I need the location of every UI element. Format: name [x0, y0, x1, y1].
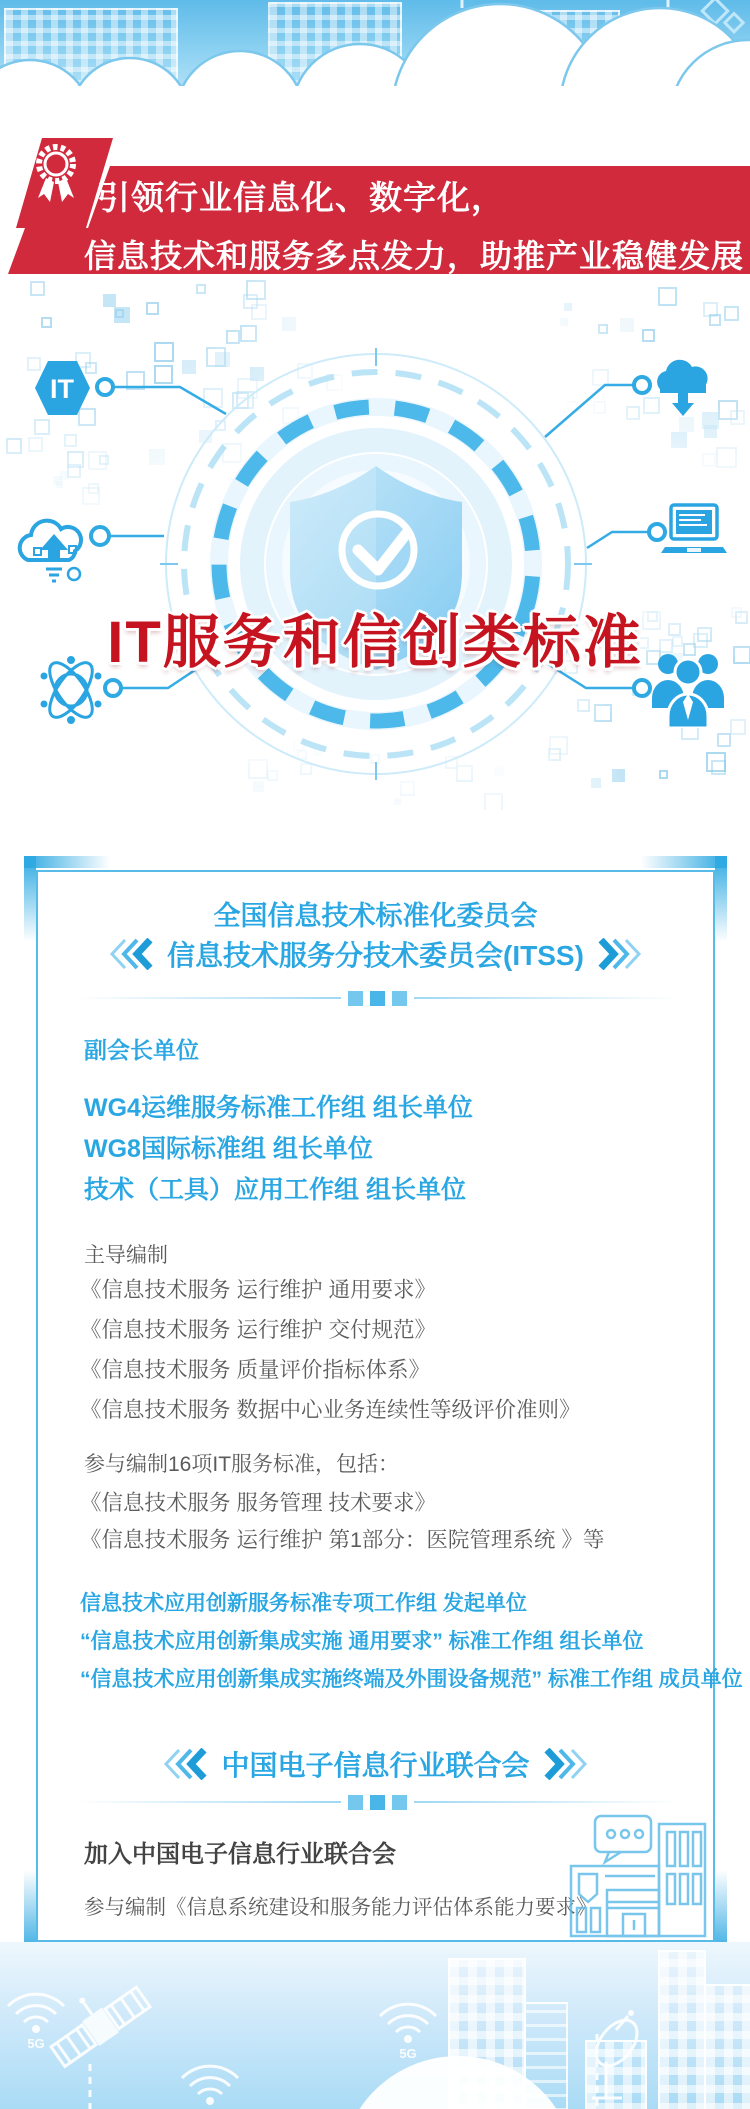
- double-chevron-left-icon: [109, 938, 153, 970]
- double-chevron-right-icon: [544, 1748, 588, 1780]
- clouds-art: [0, 0, 750, 96]
- buildings-icon: [571, 1824, 705, 1936]
- itai-role: “信息技术应用创新集成实施 通用要求” 标准工作组 组长单位: [80, 1630, 644, 1653]
- wifi-5g-icon: [380, 2004, 436, 2061]
- standard-title: 《信息技术服务 运行维护 交付规范》: [80, 1318, 436, 1342]
- banner-headline-1: 引领行业信息化、数字化，: [97, 179, 505, 216]
- chat-bubble-icon: [595, 1816, 651, 1862]
- standard-title: 《信息技术服务 数据中心业务连续性等级评价准则》: [80, 1398, 581, 1422]
- satellite-icon: [38, 1968, 152, 2069]
- vice-chair-role: 副会长单位: [84, 1037, 199, 1063]
- wifi-icon: [182, 2066, 238, 2105]
- workgroup-role: 技术（工具）应用工作组 组长单位: [84, 1176, 466, 1204]
- lead-edit-standards: [80, 1270, 580, 1430]
- workgroup-roles: [84, 1088, 473, 1211]
- double-chevron-right-icon: [598, 938, 642, 970]
- participate-label: 参与编制16项IT服务标准，包括：: [84, 1453, 400, 1476]
- satellite-dish-icon: [588, 2010, 645, 2098]
- corner-decoration: [567, 1810, 707, 1938]
- diamond-icon: [725, 14, 743, 32]
- it-hexagon-icon: [33, 360, 91, 416]
- footer-city-art: [0, 1942, 750, 2109]
- svg-text:IT: IT: [50, 374, 74, 404]
- cloud-upload-icon: [12, 508, 96, 588]
- standard-title: 《信息技术服务 运行维护 通用要求》: [80, 1278, 436, 1302]
- participate-standards: [80, 1485, 604, 1559]
- footer-icons: [0, 1942, 750, 2109]
- cloud-icon: [0, 4, 750, 96]
- itss-org-heading-row: [38, 894, 713, 933]
- double-chevron-left-icon: [163, 1748, 207, 1780]
- standard-title: 《信息技术服务 服务管理 技术要求》: [80, 1491, 436, 1515]
- hero-title: IT服务和信创类标准: [107, 609, 643, 675]
- lead-edit-label: 主导编制: [84, 1244, 168, 1267]
- itss-committee-name: 信息技术服务分技术委员会(ITSS): [167, 940, 584, 971]
- itai-roles: [80, 1585, 743, 1699]
- workgroup-role: WG8国际标准组 组长单位: [84, 1135, 373, 1163]
- section-divider: [77, 1794, 677, 1810]
- itss-org-name: 全国信息技术标准化委员会: [213, 901, 538, 931]
- svg-text:5G: 5G: [399, 2046, 417, 2061]
- itai-role: “信息技术应用创新集成实施终端及外围设备规范” 标准工作组 成员单位: [80, 1668, 743, 1691]
- standard-title: 《信息技术服务 质量评价指标体系》: [80, 1358, 430, 1382]
- cloud-download-icon: [650, 358, 716, 418]
- medal-icon: [34, 142, 78, 206]
- info-box: [36, 870, 743, 1942]
- itai-role: 信息技术应用创新服务标准专项工作组 发起单位: [80, 1592, 527, 1615]
- ceia-participated-line: 参与编制《信息系统建设和服务能力评估体系能力要求》: [84, 1896, 597, 1919]
- laptop-icon: [661, 503, 727, 557]
- workgroup-role: WG4运维服务标准工作组 组长单位: [84, 1094, 473, 1122]
- header-sky-art: [0, 0, 750, 96]
- ceia-heading-row: [38, 1744, 713, 1784]
- ceia-name: 中国电子信息行业联合会: [221, 1750, 530, 1781]
- svg-text:5G: 5G: [27, 2036, 45, 2051]
- standard-title: 《信息技术服务 运行维护 第1部分：医院管理系统 》等: [80, 1528, 605, 1552]
- ceia-join-line: 加入中国电子信息行业联合会: [84, 1841, 396, 1868]
- banner-headline-2: 信息技术和服务多点发力，助推产业稳健发展: [84, 238, 745, 274]
- connector-lines: [0, 348, 750, 788]
- section-divider: [77, 990, 677, 1006]
- itss-committee-heading-row: [38, 934, 713, 974]
